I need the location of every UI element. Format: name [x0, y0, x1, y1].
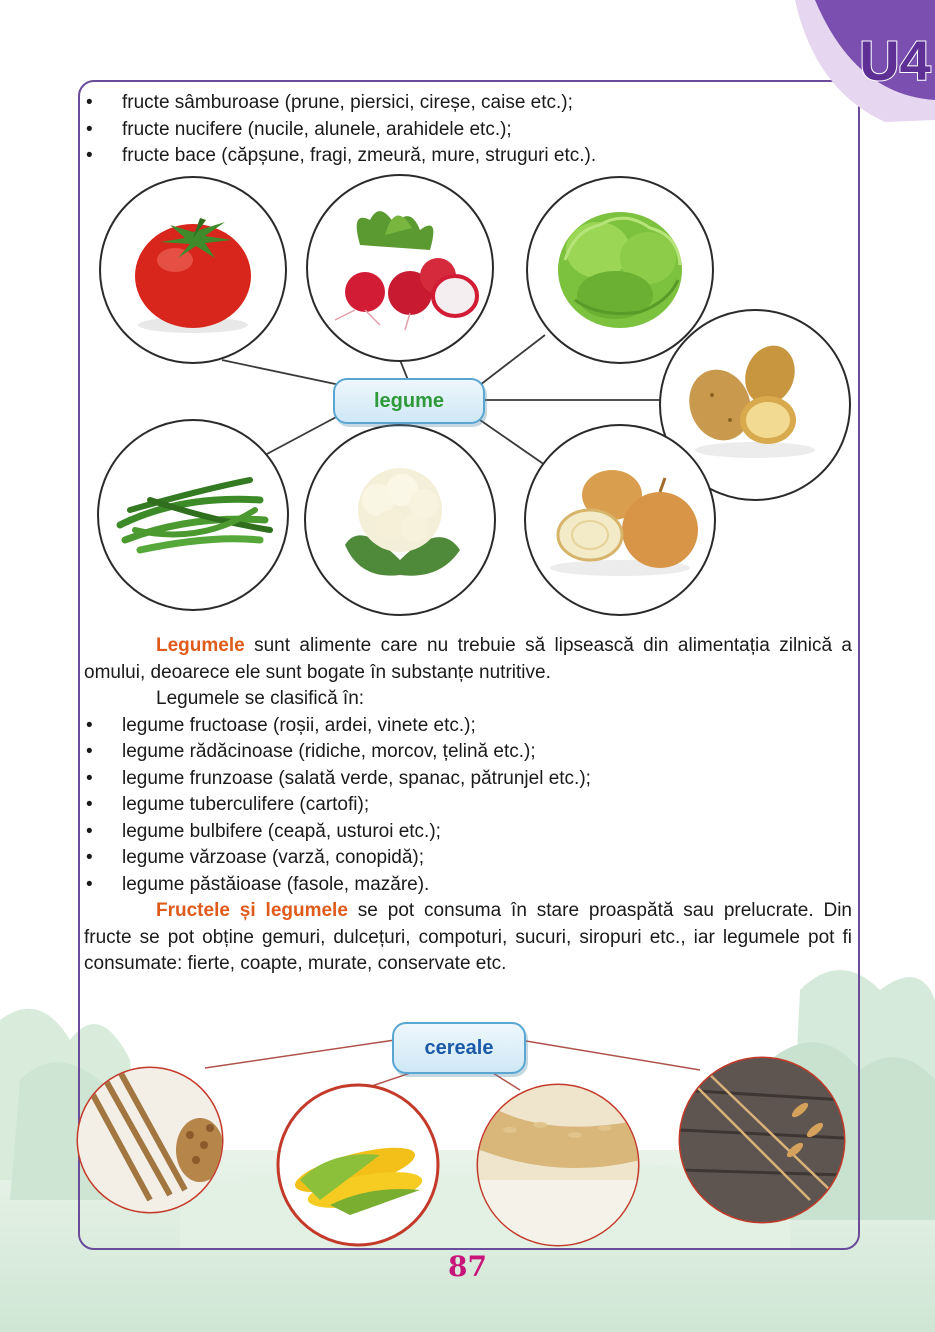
highlight-legumele: Legumele — [156, 635, 245, 656]
tomato-circle — [100, 177, 286, 363]
green-beans-circle — [98, 420, 288, 610]
lettuce-icon — [558, 212, 682, 328]
fruit-types-block — [84, 90, 852, 170]
list-item: • legume păstăioase (fasole, mazăre). — [84, 872, 852, 899]
list-item: • fructe bace (căpșune, fragi, zmeură, mure, struguri etc.). — [84, 143, 852, 170]
list-item: • fructe nucifere (nucile, alunele, arahidele etc.); — [84, 117, 852, 144]
classification-intro: Legumele se clasifică în: — [156, 688, 365, 709]
page-number: 87 — [448, 1250, 487, 1283]
rice-icon — [478, 1085, 640, 1250]
list-item: • legume frunzoase (salată verde, spanac, pătrunjel etc.); — [84, 766, 852, 793]
paragraph-legume — [84, 633, 852, 686]
paragraph-consumption — [84, 898, 852, 978]
list-item: • legume vărzoase (varză, conopidă); — [84, 845, 852, 872]
paragraph-legume-text: sunt alimente care nu trebuie să lipsească din alimentația zilnică a omului, deoarece ele sunt bogate în substanțe nutritive. — [84, 635, 852, 683]
radish-circle — [307, 175, 493, 361]
list-item: • fructe sâmburoase (prune, piersici, cireșe, caise etc.); — [84, 90, 852, 117]
paragraph-consumption-text: se pot consuma în stare proaspătă sau prelucrate. Din fructe se pot obține gemuri, dulcețuri, compoturi, sucuri, siropuri etc., iar legumele pot fi consumate: fierte, coapte, murate, conservate etc. — [84, 900, 852, 974]
rice-circle — [478, 1085, 640, 1250]
fruit-types-list — [84, 90, 852, 170]
vegetable-types-list — [84, 713, 852, 899]
list-item: • legume tuberculifere (cartofi); — [84, 792, 852, 819]
vegetables-text-block — [84, 633, 852, 978]
list-item: • legume bulbifere (ceapă, usturoi etc.); — [84, 819, 852, 846]
oats-circle — [680, 1058, 844, 1222]
onion-circle — [525, 425, 715, 615]
oats-icon — [680, 1058, 844, 1222]
highlight-fructele-legumele: Fructele și legumele — [156, 900, 348, 921]
unit-label: U4 — [859, 29, 931, 92]
cereale-label: cereale — [392, 1022, 526, 1074]
list-item: • legume fructoase (roșii, ardei, vinete etc.); — [84, 713, 852, 740]
list-item: • legume rădăcinoase (ridiche, morcov, țelină etc.); — [84, 739, 852, 766]
lettuce-circle — [527, 177, 713, 363]
cauliflower-circle — [305, 425, 495, 615]
corn-circle — [278, 1085, 438, 1245]
legume-label: legume — [333, 378, 485, 424]
wheat-circle — [78, 1068, 224, 1212]
